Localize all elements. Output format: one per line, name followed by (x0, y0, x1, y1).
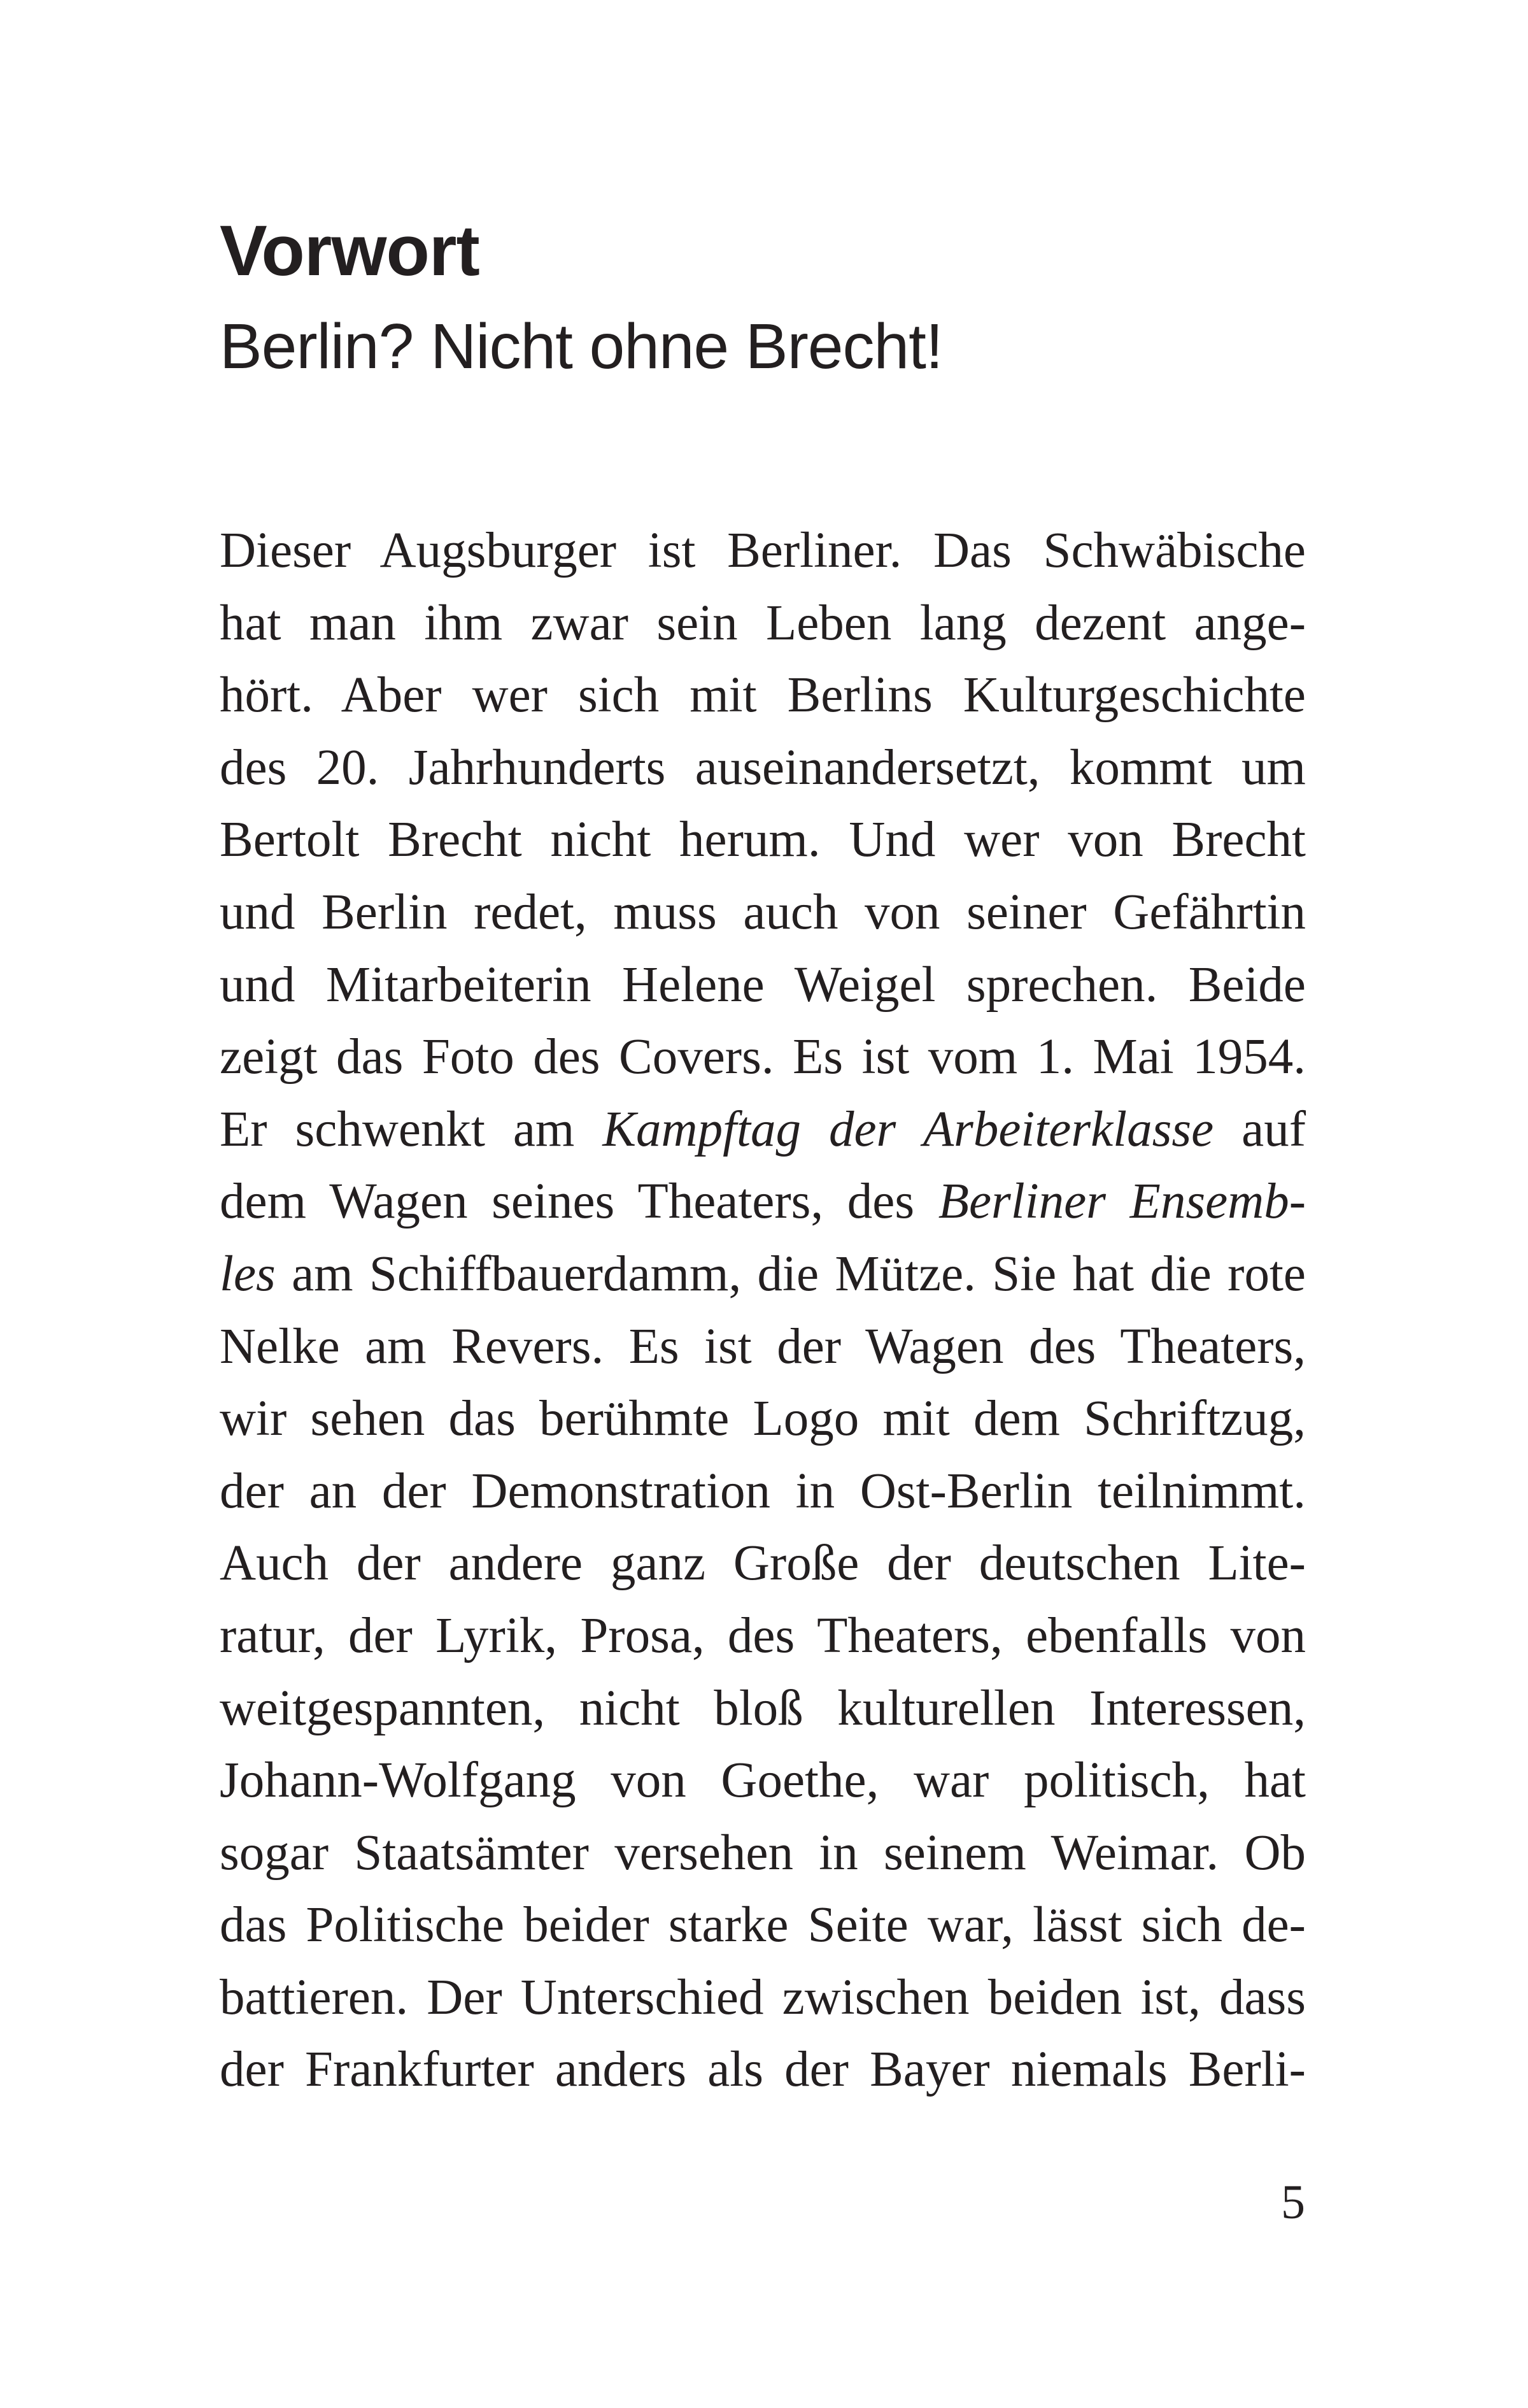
text-run: battieren. Der Unterschied zwischen beiden ist, dass (220, 1969, 1306, 2025)
text-run: hört. Aber wer sich mit Berlins Kulturgeschichte (220, 667, 1306, 723)
text-run: das Politische beider starke Seite war, lässt sich de- (220, 1897, 1306, 1953)
body-line (220, 1311, 1306, 1383)
text-run: der an der Demonstration in Ost-Berlin teilnimmt. (220, 1463, 1306, 1519)
body-line (220, 732, 1306, 804)
body-line (220, 2034, 1306, 2106)
body-line (220, 1383, 1306, 1455)
body-line (220, 1889, 1306, 1962)
text-run: auf (1213, 1101, 1306, 1157)
text-run: wir sehen das berühmte Logo mit dem Schriftzug, (220, 1391, 1306, 1447)
body-line (220, 1238, 1306, 1311)
body-line (220, 804, 1306, 876)
body-line (220, 1600, 1306, 1672)
text-run: Bertolt Brecht nicht herum. Und wer von Brecht (220, 812, 1306, 868)
text-run: und Berlin redet, muss auch von seiner Gefährtin (220, 884, 1306, 940)
body-line (220, 1455, 1306, 1528)
chapter-subtitle: Berlin? Nicht ohne Brecht! (220, 311, 943, 382)
text-run: Johann-Wolfgang von Goethe, war politisch, hat (220, 1753, 1306, 1809)
italic-text: Berliner Ensemb- (938, 1174, 1306, 1230)
text-run: dem Wagen seines Theaters, des (220, 1174, 938, 1230)
text-run: des 20. Jahrhunderts auseinandersetzt, kommt um (220, 739, 1306, 795)
text-run: Er schwenkt am (220, 1101, 603, 1157)
italic-text: les (220, 1246, 276, 1302)
body-line (220, 659, 1306, 732)
body-line (220, 1672, 1306, 1745)
text-run: Dieser Augsburger ist Berliner. Das Schwäbische (220, 523, 1306, 578)
text-run: zeigt das Foto des Covers. Es ist vom 1. Mai 1954. (220, 1029, 1306, 1085)
text-run: hat man ihm zwar sein Leben lang dezent ange- (220, 595, 1306, 651)
text-run: Nelke am Revers. Es ist der Wagen des Theaters, (220, 1318, 1306, 1374)
text-run: am Schiffbauerdamm, die Mütze. Sie hat die rote (275, 1246, 1306, 1302)
text-run: der Frankfurter anders als der Bayer niemals Berli- (220, 2042, 1306, 2098)
body-line (220, 1817, 1306, 1890)
body-line (220, 1021, 1306, 1094)
text-run: und Mitarbeiterin Helene Weigel sprechen. Beide (220, 957, 1306, 1013)
body-line (220, 1744, 1306, 1817)
body-line (220, 587, 1306, 660)
body-line (220, 1165, 1306, 1238)
chapter-heading: Vorwort (220, 211, 479, 290)
text-run: sogar Staatsämter versehen in seinem Weimar. Ob (220, 1825, 1306, 1881)
page-number: 5 (1281, 2176, 1305, 2229)
text-run: weitgespannten, nicht bloß kulturellen Interessen, (220, 1680, 1306, 1736)
text-run: ratur, der Lyrik, Prosa, des Theaters, ebenfalls von (220, 1607, 1306, 1664)
body-line (220, 1094, 1306, 1166)
body-line (220, 876, 1306, 949)
body-line (220, 515, 1306, 587)
body-line (220, 1962, 1306, 2034)
body-line (220, 1527, 1306, 1600)
text-run: Auch der andere ganz Große der deutschen Lite- (220, 1535, 1306, 1592)
body-text (220, 515, 1306, 2106)
body-line (220, 949, 1306, 1022)
italic-text: Kampftag der Arbeiterklasse (602, 1101, 1214, 1157)
